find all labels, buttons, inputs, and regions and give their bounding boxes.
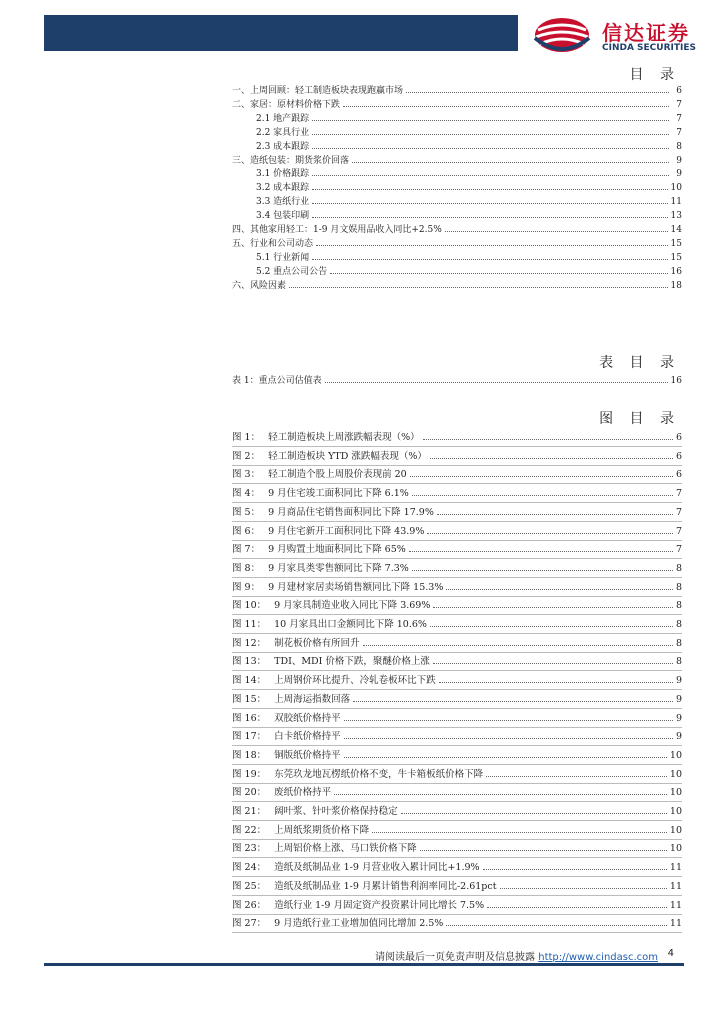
leader-dots xyxy=(401,802,667,814)
figure-label: TDI、MDI 价格下跌，聚醚价格上涨 xyxy=(274,656,430,668)
toc-item-page: 10 xyxy=(670,183,682,194)
leader-dots xyxy=(423,428,673,440)
figure-toc-item[interactable] xyxy=(232,634,682,653)
logo-english-name: CINDA SECURITIES xyxy=(602,43,696,53)
figure-toc-item[interactable] xyxy=(232,727,682,746)
toc-item-label: 2.2 家具行业 xyxy=(256,127,310,138)
figure-page: 8 xyxy=(675,581,682,593)
figure-number: 图 4： xyxy=(232,488,261,500)
figure-label: 造纸及纸制品业 1-9 月营业收入累计同比+1.9% xyxy=(274,862,480,874)
figure-number: 图 14： xyxy=(232,675,267,687)
leader-dots xyxy=(312,208,667,218)
toc-item-label: 3.4 包装印刷 xyxy=(256,211,310,222)
figure-label: 9 月家具类零售额同比下降 7.3% xyxy=(268,562,409,574)
figure-toc-item[interactable] xyxy=(232,559,682,578)
figure-label: 阔叶浆、针叶浆价格保持稳定 xyxy=(274,806,398,817)
leader-dots xyxy=(433,652,673,664)
toc-item[interactable] xyxy=(232,97,682,111)
figure-label: 双胶纸价格持平 xyxy=(274,712,341,724)
toc-item[interactable] xyxy=(232,278,682,292)
figure-toc-item[interactable] xyxy=(232,522,682,541)
toc-item-label: 三、造纸包装：期货浆价回落 xyxy=(232,155,350,166)
toc-item[interactable] xyxy=(256,208,682,222)
tables-toc-label: 表 1：重点公司估值表 xyxy=(232,376,322,386)
figure-page: 8 xyxy=(675,656,682,668)
cinda-globe-icon xyxy=(532,16,592,54)
toc-item[interactable] xyxy=(256,180,682,194)
figure-label: 上周铝价格上涨、马口铁价格下降 xyxy=(274,843,417,855)
figure-page: 7 xyxy=(675,544,682,556)
leader-dots xyxy=(500,877,667,889)
figure-toc-item[interactable] xyxy=(232,596,682,615)
figure-page: 10 xyxy=(669,768,682,780)
figure-number: 图 8： xyxy=(232,562,261,574)
figure-number: 图 12： xyxy=(232,637,267,649)
figure-label: 9 月住宅竣工面积同比下降 6.1% xyxy=(268,488,409,500)
leader-dots xyxy=(372,821,667,833)
leader-dots xyxy=(486,765,667,777)
toc-item-label: 2.1 地产跟踪 xyxy=(256,113,310,124)
leader-dots xyxy=(430,615,673,627)
toc-item-page: 9 xyxy=(676,155,682,166)
toc-item-page: 11 xyxy=(670,197,682,208)
leader-dots xyxy=(437,503,673,515)
figure-label: 造纸及纸制品业 1-9 月累计销售利润率同比-2.61pct xyxy=(274,880,497,892)
toc-item-page: 9 xyxy=(676,169,682,180)
figure-number: 图 9： xyxy=(232,581,261,593)
figure-page: 6 xyxy=(675,432,682,443)
toc-item[interactable] xyxy=(232,222,682,236)
figure-label: 上周海运指数回落 xyxy=(274,693,351,705)
figure-page: 6 xyxy=(675,469,682,481)
toc-item-page: 15 xyxy=(670,238,682,249)
figure-page: 10 xyxy=(669,824,682,836)
leader-dots xyxy=(325,373,668,383)
toc-item-page: 16 xyxy=(670,266,682,277)
figure-page: 11 xyxy=(669,880,682,892)
leader-dots xyxy=(289,278,668,288)
figure-number: 图 16： xyxy=(232,712,267,724)
figure-toc-item[interactable] xyxy=(232,578,682,597)
leader-dots xyxy=(312,111,669,121)
leader-dots xyxy=(330,264,667,274)
toc-item[interactable] xyxy=(256,194,682,208)
toc-item-page: 7 xyxy=(676,127,682,138)
toc-item-page: 8 xyxy=(676,141,682,152)
figure-number: 图 11： xyxy=(232,619,267,630)
figure-label: 造纸行业 1-9 月固定资产投资累计同比增长 7.5% xyxy=(274,899,485,911)
leader-dots xyxy=(344,746,667,758)
figure-toc-item[interactable] xyxy=(232,709,682,728)
figure-label: 上周钢价环比提升、冷轧卷板环比下跌 xyxy=(274,675,436,687)
toc-item-label: 四、其他家用轻工：1-9 月文娱用品收入同比+2.5% xyxy=(232,225,442,235)
figure-toc-item[interactable] xyxy=(232,484,682,503)
figure-number: 图 21： xyxy=(232,806,267,817)
figure-toc-item[interactable] xyxy=(232,765,682,784)
figure-page: 6 xyxy=(675,450,682,462)
figure-number: 图 6： xyxy=(232,525,261,537)
figure-number: 图 23： xyxy=(232,843,267,855)
leader-dots xyxy=(312,194,667,204)
figure-toc-item[interactable] xyxy=(232,802,682,821)
toc-item-label: 二、家居：原材料价格下跌 xyxy=(232,99,341,110)
figure-label: 白卡纸价格持平 xyxy=(274,731,341,743)
figure-toc-item[interactable] xyxy=(232,821,682,840)
figure-toc-item[interactable] xyxy=(232,914,682,933)
figure-label: 铜版纸价格持平 xyxy=(274,749,341,761)
footer-url-link[interactable]: http://www.cindasc.com xyxy=(538,952,658,963)
figures-toc-title: 图 目 录 xyxy=(599,411,680,427)
leader-dots xyxy=(312,166,669,176)
figure-toc-item[interactable] xyxy=(232,746,682,765)
leader-dots xyxy=(433,596,673,608)
figure-page: 7 xyxy=(675,525,682,537)
figure-label: 10 月家具出口金额同比下降 10.6% xyxy=(274,619,427,630)
toc-item-label: 2.3 成本跟踪 xyxy=(256,141,310,152)
footer-text xyxy=(375,948,658,963)
figure-toc-item[interactable] xyxy=(232,540,682,559)
leader-dots xyxy=(412,559,673,571)
leader-dots xyxy=(316,236,668,246)
footer-bar xyxy=(44,963,684,966)
leader-dots xyxy=(343,97,669,107)
leader-dots xyxy=(363,634,673,646)
figure-toc-item[interactable] xyxy=(232,428,682,447)
figure-page: 10 xyxy=(669,749,682,761)
leader-dots xyxy=(439,671,673,683)
toc-item-label: 一、上周回顾：轻工制造板块表现跑赢市场 xyxy=(232,86,404,96)
leader-dots xyxy=(406,83,669,93)
tables-toc-page: 16 xyxy=(670,376,682,386)
logo-chinese-name: 信达证券 xyxy=(602,21,690,45)
figure-label: 轻工制造板块 YTD 涨跌幅表现（%） xyxy=(268,450,427,462)
figure-toc-item[interactable] xyxy=(232,652,682,671)
leader-dots xyxy=(312,180,667,190)
figure-toc-item[interactable] xyxy=(232,671,682,690)
toc-item[interactable] xyxy=(256,139,682,153)
toc-item-page: 7 xyxy=(676,99,682,110)
figure-page: 9 xyxy=(675,712,682,724)
figure-toc-item[interactable] xyxy=(232,896,682,915)
toc-item-label: 5.2 重点公司公告 xyxy=(256,266,328,277)
figure-number: 图 19： xyxy=(232,768,267,780)
leader-dots xyxy=(412,484,673,496)
figure-number: 图 27： xyxy=(232,918,267,930)
figure-label: 9 月商品住宅销售面积同比下降 17.9% xyxy=(268,506,434,518)
tables-toc-title: 表 目 录 xyxy=(599,355,680,371)
figure-number: 图 24： xyxy=(232,862,267,874)
tables-toc-item[interactable] xyxy=(232,373,682,387)
figure-number: 图 22： xyxy=(232,824,267,836)
leader-dots xyxy=(353,690,673,702)
figure-number: 图 10： xyxy=(232,600,267,612)
figure-number: 图 1： xyxy=(232,432,261,443)
leader-dots xyxy=(312,250,667,260)
leader-dots xyxy=(410,465,673,477)
figure-number: 图 18： xyxy=(232,749,267,761)
figure-page: 10 xyxy=(669,787,682,799)
toc-item[interactable] xyxy=(256,125,682,139)
figure-toc-item[interactable] xyxy=(232,503,682,522)
figure-page: 9 xyxy=(675,731,682,743)
leader-dots xyxy=(430,447,673,459)
leader-dots xyxy=(487,896,667,908)
figure-toc-item[interactable] xyxy=(232,839,682,858)
figure-toc-item[interactable] xyxy=(232,858,682,877)
toc-item-label: 五、行业和公司动态 xyxy=(232,238,314,249)
leader-dots xyxy=(446,578,673,590)
figure-number: 图 7： xyxy=(232,544,261,556)
toc-item-label: 六、风险因素 xyxy=(232,280,287,291)
toc-item-page: 7 xyxy=(676,113,682,124)
figure-label: 制花板价格有所回升 xyxy=(274,637,360,649)
leader-dots xyxy=(445,222,668,232)
figure-toc-item[interactable] xyxy=(232,690,682,709)
figure-toc-item[interactable] xyxy=(232,877,682,896)
leader-dots xyxy=(312,139,669,149)
figure-label: 废纸价格持平 xyxy=(274,787,332,799)
figure-number: 图 15： xyxy=(232,693,267,705)
toc-item[interactable] xyxy=(256,250,682,264)
toc-item-page: 18 xyxy=(670,280,682,291)
figure-label: 9 月建材家居卖场销售额同比下降 15.3% xyxy=(268,581,444,593)
cinda-logo xyxy=(532,14,712,58)
toc-item-label: 3.3 造纸行业 xyxy=(256,197,310,208)
footer-page-number: 4 xyxy=(667,948,674,959)
figure-label: 东莞玖龙地瓦楞纸价格不变，牛卡箱板纸价格下降 xyxy=(274,768,484,780)
figure-number: 图 13： xyxy=(232,656,267,668)
figure-number: 图 17： xyxy=(232,731,267,743)
toc-item-page: 15 xyxy=(670,252,682,263)
leader-dots xyxy=(344,727,673,739)
figure-page: 11 xyxy=(669,918,682,930)
leader-dots xyxy=(352,153,669,163)
figure-page: 11 xyxy=(669,862,682,874)
toc-item-page: 14 xyxy=(670,225,682,235)
figure-label: 9 月造纸行业工业增加值同比增加 2.5% xyxy=(274,918,444,930)
page-footer xyxy=(44,946,684,966)
figure-label: 轻工制造个股上周股价表现前 20 xyxy=(268,469,407,481)
figure-number: 图 20： xyxy=(232,787,267,799)
figure-label: 轻工制造板块上周涨跌幅表现（%） xyxy=(268,432,420,443)
figure-toc-item[interactable] xyxy=(232,465,682,484)
figure-page: 8 xyxy=(675,562,682,574)
toc-item[interactable] xyxy=(232,83,682,97)
figure-page: 9 xyxy=(675,675,682,687)
toc-item-label: 3.2 成本跟踪 xyxy=(256,183,310,194)
figure-number: 图 26： xyxy=(232,899,267,911)
figure-number: 图 25： xyxy=(232,880,267,892)
leader-dots xyxy=(334,783,667,795)
figure-toc-item[interactable] xyxy=(232,783,682,802)
leader-dots xyxy=(446,914,667,926)
toc-item-page: 13 xyxy=(670,211,682,222)
leader-dots xyxy=(312,125,669,135)
figure-page: 10 xyxy=(669,843,682,855)
figure-number: 图 5： xyxy=(232,506,261,518)
figure-page: 10 xyxy=(669,806,682,817)
figure-toc-item[interactable] xyxy=(232,447,682,466)
toc-item[interactable] xyxy=(256,111,682,125)
leader-dots xyxy=(344,709,673,721)
leader-dots xyxy=(427,522,673,534)
figure-page: 8 xyxy=(675,637,682,649)
toc-item-page: 6 xyxy=(676,86,682,96)
figure-number: 图 2： xyxy=(232,450,261,462)
leader-dots xyxy=(420,839,667,851)
figure-page: 8 xyxy=(675,619,682,630)
figure-page: 8 xyxy=(675,600,682,612)
toc-item-label: 5.1 行业新闻 xyxy=(256,252,310,263)
figure-label: 9 月购置土地面积同比下降 65% xyxy=(268,544,406,556)
figure-page: 9 xyxy=(675,693,682,705)
figure-page: 7 xyxy=(675,506,682,518)
figure-label: 9 月住宅新开工面积同比下降 43.9% xyxy=(268,525,425,537)
toc-item-label: 3.1 价格跟踪 xyxy=(256,169,310,180)
leader-dots xyxy=(483,858,667,870)
figure-page: 11 xyxy=(669,899,682,911)
figure-number: 图 3： xyxy=(232,469,261,481)
figure-label: 9 月家具制造业收入同比下降 3.69% xyxy=(274,600,431,612)
toc-title: 目 录 xyxy=(629,67,680,83)
toc-item[interactable] xyxy=(232,236,682,250)
footer-disclaimer: 请阅读最后一页免责声明及信息披露 xyxy=(375,952,536,963)
figure-toc-item[interactable] xyxy=(232,615,682,634)
leader-dots xyxy=(409,540,673,552)
toc-item[interactable] xyxy=(256,264,682,278)
figure-label: 上周纸浆期货价格下降 xyxy=(274,824,370,836)
header-bar xyxy=(44,15,518,51)
figure-page: 7 xyxy=(675,488,682,500)
toc-item[interactable] xyxy=(232,153,682,167)
toc-item[interactable] xyxy=(256,166,682,180)
